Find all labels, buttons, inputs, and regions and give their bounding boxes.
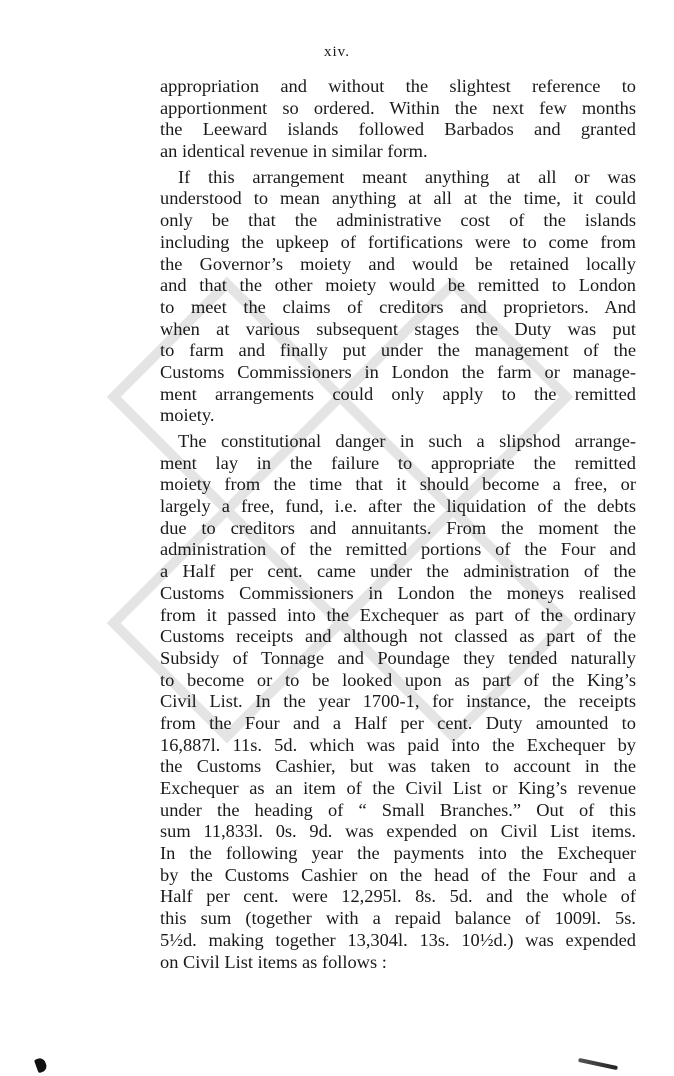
text-line: to farm and finally put under the management of the [160,340,636,361]
text-line: understood to mean anything at all at the time, it could [160,188,636,209]
text-line: from the Four and a Half per cent. Duty amounted to [160,712,636,733]
text-line: Customs Commissioners in London the moneys realised [160,582,636,603]
text-line: the Governor’s moiety and would be retained locally [160,253,636,274]
body-text [160,76,636,973]
text-line: to meet the claims of creditors and proprietors. And [160,296,636,317]
text-line: apportionment so ordered. Within the next few months [160,97,636,118]
text-line: the Leeward islands followed Barbados and granted [160,119,636,140]
text-line: Exchequer as an item of the Civil List or King’s revenue [160,778,636,798]
text-line: from it passed into the Exchequer as part of the ordinary [160,604,636,625]
text-line: under the heading of “ Small Branches.” Out of this [160,799,636,820]
text-line: moiety from the time that it should become a free, or [160,474,636,495]
scan-mark-left [34,1057,48,1074]
text-line: Subsidy of Tonnage and Poundage they tended naturally [160,647,636,668]
text-line: moiety. [160,405,215,426]
text-line: appropriation and without the slightest reference to [160,76,636,96]
text-line: 5½d. making together 13,304l. 13s. 10½d.) was expended [160,929,636,950]
text-line: Half per cent. were 12,295l. 8s. 5d. and the whole of [160,886,636,907]
text-line: including the upkeep of fortifications were to come from [160,231,636,252]
text-line: the Customs Cashier, but was taken to account in the [160,756,636,777]
text-line: ment lay in the failure to appropriate the remitted [160,452,636,473]
text-line: and that the other moiety would be remitted to London [160,275,636,296]
text-line: 16,887l. 11s. 5d. which was paid into the Exchequer by [160,734,636,755]
text-line: Civil List. In the year 1700-1, for instance, the receipts [160,691,636,712]
text-line: when at various subsequent stages the Duty was put [160,318,636,339]
text-line: The constitutional danger in such a slipshod arrange- [178,431,636,451]
text-line: this sum (together with a repaid balance of 1009l. 5s. [160,908,636,929]
text-line: Customs Commissioners in London the farm or manage- [160,361,636,382]
text-line: an identical revenue in similar form. [160,141,428,162]
text-line: a Half per cent. came under the administration of the [160,561,636,582]
text-line: In the following year the payments into the Exchequer [160,843,636,864]
text-line: only be that the administrative cost of the islands [160,210,636,231]
text-line: due to creditors and annuitants. From the moment the [160,517,636,538]
text-line: largely a free, fund, i.e. after the liquidation of the debts [160,496,636,517]
text-line: If this arrangement meant anything at all or was [178,166,636,187]
text-line: by the Customs Cashier on the head of the Four and a [160,864,636,885]
text-line: administration of the remitted portions of the Four and [160,539,636,560]
text-line: to become or to be looked upon as part of the King’s [160,669,636,690]
page-number: xiv. [324,44,350,60]
text-line: on Civil List items as follows : [160,951,387,972]
text-line: Customs receipts and although not classed as part of the [160,626,636,647]
text-line: ment arrangements could only apply to the remitted [160,383,636,404]
scan-mark-right [578,1058,618,1070]
text-line: sum 11,833l. 0s. 9d. was expended on Civil List items. [160,821,636,842]
